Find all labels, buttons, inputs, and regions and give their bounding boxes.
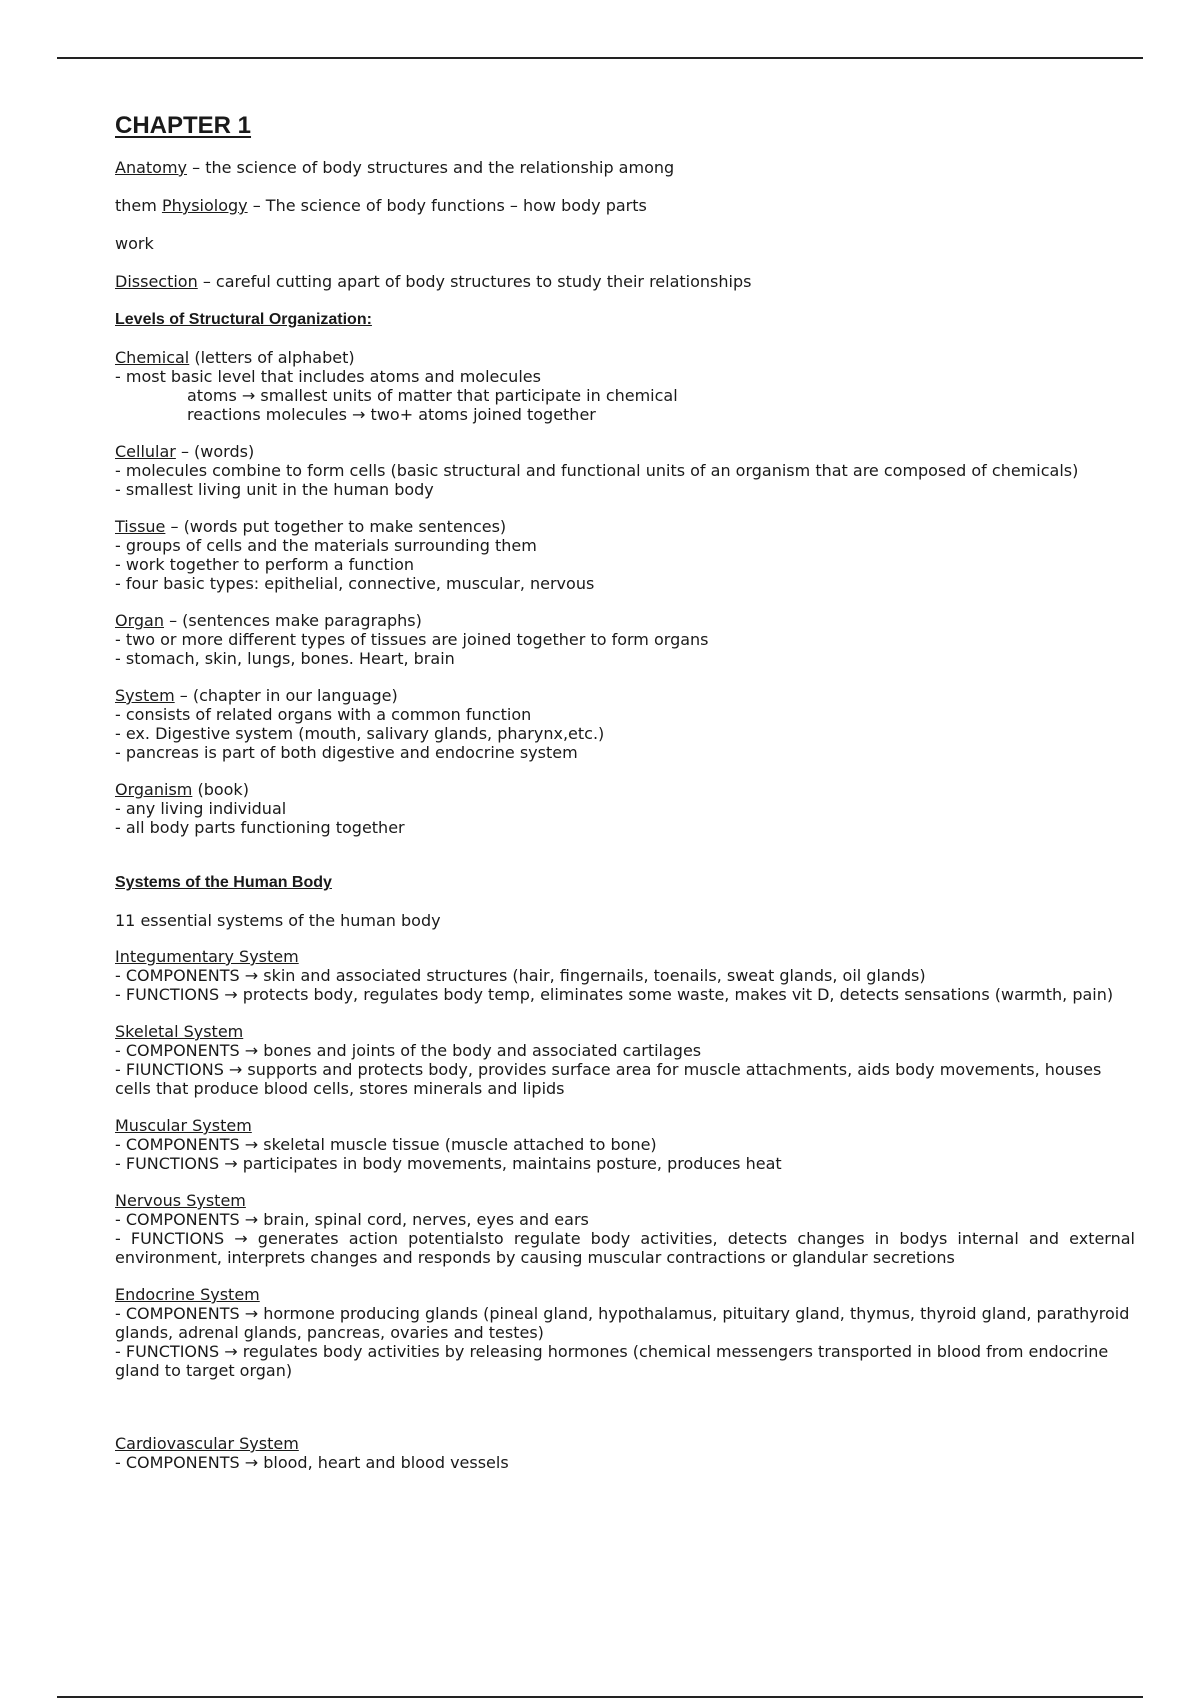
physiology-definition bbox=[115, 196, 1135, 216]
system-note: – (chapter in our language) bbox=[174, 686, 398, 705]
anatomy-term: Anatomy bbox=[115, 158, 188, 177]
tissue-line-2: - work together to perform a function bbox=[115, 555, 415, 574]
system-line-2: - ex. Digestive system (mouth, salivary glands, pharynx,etc.) bbox=[115, 724, 605, 743]
chapter-title: CHAPTER 1 bbox=[115, 112, 252, 139]
skeletal-functions: - FIUNCTIONS → supports and protects body, provides surface area for muscle attachments, aids body movements, houses cells that produce blood cells, stores minerals and lipids bbox=[115, 1060, 1102, 1098]
top-rule bbox=[57, 57, 1143, 59]
physiology-term: Physiology bbox=[161, 196, 248, 215]
integumentary-title: Integumentary System bbox=[115, 947, 299, 966]
system-muscular bbox=[115, 1116, 1135, 1173]
nervous-title: Nervous System bbox=[115, 1191, 246, 1210]
cardiovascular-title: Cardiovascular System bbox=[115, 1434, 299, 1453]
level-cellular bbox=[115, 442, 1135, 499]
muscular-functions: - FUNCTIONS → participates in body movements, maintains posture, produces heat bbox=[115, 1154, 782, 1173]
chemical-term: Chemical bbox=[115, 348, 190, 367]
chemical-line-2: atoms → smallest units of matter that participate in chemical bbox=[187, 386, 678, 405]
nervous-components: - COMPONENTS → brain, spinal cord, nerves, eyes and ears bbox=[115, 1210, 589, 1229]
level-organism bbox=[115, 780, 1135, 837]
cellular-note: – (words) bbox=[175, 442, 255, 461]
system-term: System bbox=[115, 686, 175, 705]
tissue-term: Tissue bbox=[115, 517, 166, 536]
organism-term: Organism bbox=[115, 780, 193, 799]
system-nervous bbox=[115, 1191, 1135, 1267]
endocrine-functions: - FUNCTIONS → regulates body activities by releasing hormones (chemical messengers transported in blood from endocrine gland to target organ) bbox=[115, 1342, 1109, 1380]
system-integumentary bbox=[115, 947, 1135, 1004]
muscular-title: Muscular System bbox=[115, 1116, 252, 1135]
bottom-rule bbox=[57, 1696, 1143, 1698]
systems-intro: 11 essential systems of the human body bbox=[115, 911, 441, 930]
levels-heading: Levels of Structural Organization: bbox=[115, 311, 372, 328]
endocrine-title: Endocrine System bbox=[115, 1285, 260, 1304]
cellular-line-2: - smallest living unit in the human body bbox=[115, 480, 434, 499]
dissection-term: Dissection bbox=[115, 272, 198, 291]
muscular-components: - COMPONENTS → skeletal muscle tissue (muscle attached to bone) bbox=[115, 1135, 657, 1154]
skeletal-components: - COMPONENTS → bones and joints of the body and associated cartilages bbox=[115, 1041, 702, 1060]
systems-heading: Systems of the Human Body bbox=[115, 874, 332, 891]
anatomy-definition bbox=[115, 158, 1135, 178]
organ-term: Organ bbox=[115, 611, 164, 630]
system-line-1: - consists of related organs with a common function bbox=[115, 705, 532, 724]
tissue-line-3: - four basic types: epithelial, connective, muscular, nervous bbox=[115, 574, 595, 593]
physiology-prefix: them bbox=[115, 196, 162, 215]
cardiovascular-components: - COMPONENTS → blood, heart and blood vessels bbox=[115, 1453, 509, 1472]
skeletal-title: Skeletal System bbox=[115, 1022, 244, 1041]
nervous-functions: - FUNCTIONS → generates action potentialsto regulate body activities, detects changes in bodys internal and external environment, interprets changes and responds by causing muscular contractions or glandular secretions bbox=[115, 1229, 1135, 1267]
system-skeletal bbox=[115, 1022, 1135, 1098]
endocrine-components: - COMPONENTS → hormone producing glands (pineal gland, hypothalamus, pituitary gland, thymus, thyroid gland, parathyroid glands, adrenal glands, pancreas, ovaries and testes) bbox=[115, 1304, 1130, 1342]
physiology-continuation: work bbox=[115, 234, 154, 253]
integumentary-functions: - FUNCTIONS → protects body, regulates body temp, eliminates some waste, makes vit D, detects sensations (warmth, pain) bbox=[115, 985, 1114, 1004]
organ-line-1: - two or more different types of tissues are joined together to form organs bbox=[115, 630, 709, 649]
dissection-text: – careful cutting apart of body structures to study their relationships bbox=[197, 272, 752, 291]
system-line-3: - pancreas is part of both digestive and endocrine system bbox=[115, 743, 578, 762]
level-organ bbox=[115, 611, 1135, 668]
level-chemical bbox=[115, 348, 1135, 424]
tissue-line-1: - groups of cells and the materials surrounding them bbox=[115, 536, 537, 555]
physiology-text: – The science of body functions – how body parts bbox=[247, 196, 647, 215]
chemical-line-1: - most basic level that includes atoms and molecules bbox=[115, 367, 541, 386]
system-cardiovascular bbox=[115, 1434, 1135, 1472]
organism-note: (book) bbox=[192, 780, 249, 799]
organism-line-2: - all body parts functioning together bbox=[115, 818, 405, 837]
level-system bbox=[115, 686, 1135, 762]
level-tissue bbox=[115, 517, 1135, 593]
system-endocrine bbox=[115, 1285, 1135, 1380]
integumentary-components: - COMPONENTS → skin and associated structures (hair, fingernails, toenails, sweat glands, oil glands) bbox=[115, 966, 926, 985]
document-body bbox=[115, 110, 1135, 1472]
chemical-note: (letters of alphabet) bbox=[189, 348, 355, 367]
chemical-line-3: reactions molecules → two+ atoms joined together bbox=[187, 405, 596, 424]
organ-note: – (sentences make paragraphs) bbox=[164, 611, 422, 630]
cellular-term: Cellular bbox=[115, 442, 176, 461]
anatomy-text: – the science of body structures and the relationship among bbox=[187, 158, 675, 177]
dissection-definition bbox=[115, 272, 1135, 292]
cellular-line-1: - molecules combine to form cells (basic structural and functional units of an organism that are composed of chemicals) bbox=[115, 461, 1079, 480]
organ-line-2: - stomach, skin, lungs, bones. Heart, brain bbox=[115, 649, 455, 668]
organism-line-1: - any living individual bbox=[115, 799, 287, 818]
tissue-note: – (words put together to make sentences) bbox=[165, 517, 507, 536]
